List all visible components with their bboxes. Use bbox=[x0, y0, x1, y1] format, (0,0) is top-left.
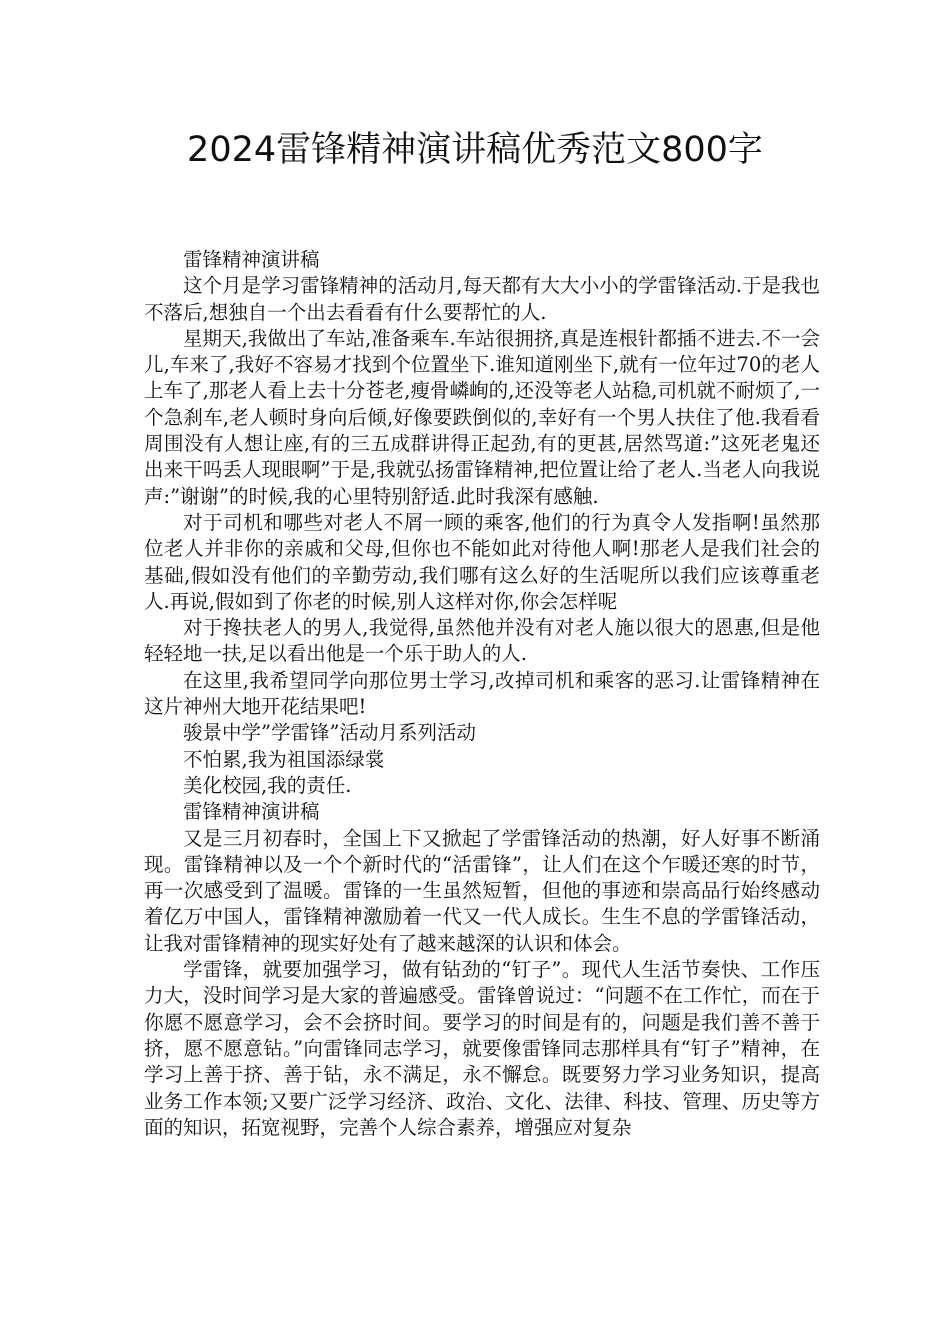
paragraph: 不怕累,我为祖国添绿裳 bbox=[183, 747, 385, 771]
paragraph: 骏景中学”学雷锋”活动月系列活动 bbox=[183, 721, 476, 745]
paragraph: 学雷锋，就要加强学习，做有钻劲的“钉子”。现代人生活节奏快、工作压力大，没时间学习是大家的普遍感受。雷锋曾说过：“问题不在工作忙，而在于你愿不愿意学习，会不会挤时间。要学习的时间是有的，问题是我们善不善于挤，愿不愿意钻。”向雷锋同志学习，就要像雷锋同志那样具有“钉子”精神，在学习上善于挤、善于钻，永不满足，永不懈怠。既要努力学习业务知识，提高业务工作本领;又要广泛学习经济、政治、文化、法律、科技、管理、历史等方面的知识，拓宽视野，完善个人综合素养，增强应对复杂 bbox=[144, 958, 820, 1139]
paragraph-heading: 雷锋精神演讲稿 bbox=[183, 248, 320, 271]
paragraph: 这个月是学习雷锋精神的活动月,每天都有大大小小的学雷锋活动.于是我也不落后,想独自一个出去看看有什么要帮忙的人. bbox=[144, 274, 820, 324]
paragraph: 美化校园,我的责任. bbox=[183, 773, 352, 797]
paragraph: 对于搀扶老人的男人,我觉得,虽然他并没有对老人施以很大的恩惠,但是他轻轻地一扶,足以看出他是一个乐于助人的人. bbox=[144, 616, 820, 666]
paragraph: 星期天,我做出了车站,准备乘车.车站很拥挤,真是连根针都插不进去.不一会儿,车来了,我好不容易才找到个位置坐下.谁知道刚坐下,就有一位年过70的老人上车了,那老人看上去十分苍老,瘦骨嶙峋的,还没等老人站稳,司机就不耐烦了,一个急刹车,老人顿时身向后倾,好像要跌倒似的,幸好有一个男人扶住了他.我看看周围没有人想让座,有的三五成群讲得正起劲,有的更甚,居然骂道:”这死老鬼还出来干吗丢人现眼啊”于是,我就弘扬雷锋精神,把位置让给了老人.当老人向我说声:”谢谢”的时候,我的心里特别舒适.此时我深有感触. bbox=[144, 326, 820, 508]
paragraph: 在这里,我希望同学向那位男士学习,改掉司机和乘客的恶习.让雷锋精神在这片神州大地开花结果吧! bbox=[144, 668, 820, 719]
paragraph: 又是三月初春时，全国上下又掀起了学雷锋活动的热潮，好人好事不断涌现。雷锋精神以及一个个新时代的“活雷锋”，让人们在这个乍暖还寒的时节，再一次感受到了温暖。雷锋的一生虽然短暂，但他的事迹和崇高品行始终感动着亿万中国人，雷锋精神激励着一代又一代人成长。生生不息的学雷锋活动，让我对雷锋精神的现实好处有了越来越深的认识和体会。 bbox=[144, 826, 820, 955]
paragraph-heading: 雷锋精神演讲稿 bbox=[183, 800, 320, 824]
document-title: 2024雷锋精神演讲稿优秀范文800字 bbox=[187, 130, 763, 170]
paragraph: 对于司机和哪些对老人不屑一顾的乘客,他们的行为真令人发指啊!虽然那位老人并非你的亲戚和父母,但你也不能如此对待他人啊!那老人是我们社会的基础,假如没有他们的辛勤劳动,我们哪有这么好的生活呢所以我们应该尊重老人.再说,假如到了你老的时候,别人这样对你,你会怎样呢 bbox=[144, 510, 820, 613]
document-body bbox=[144, 247, 820, 1141]
